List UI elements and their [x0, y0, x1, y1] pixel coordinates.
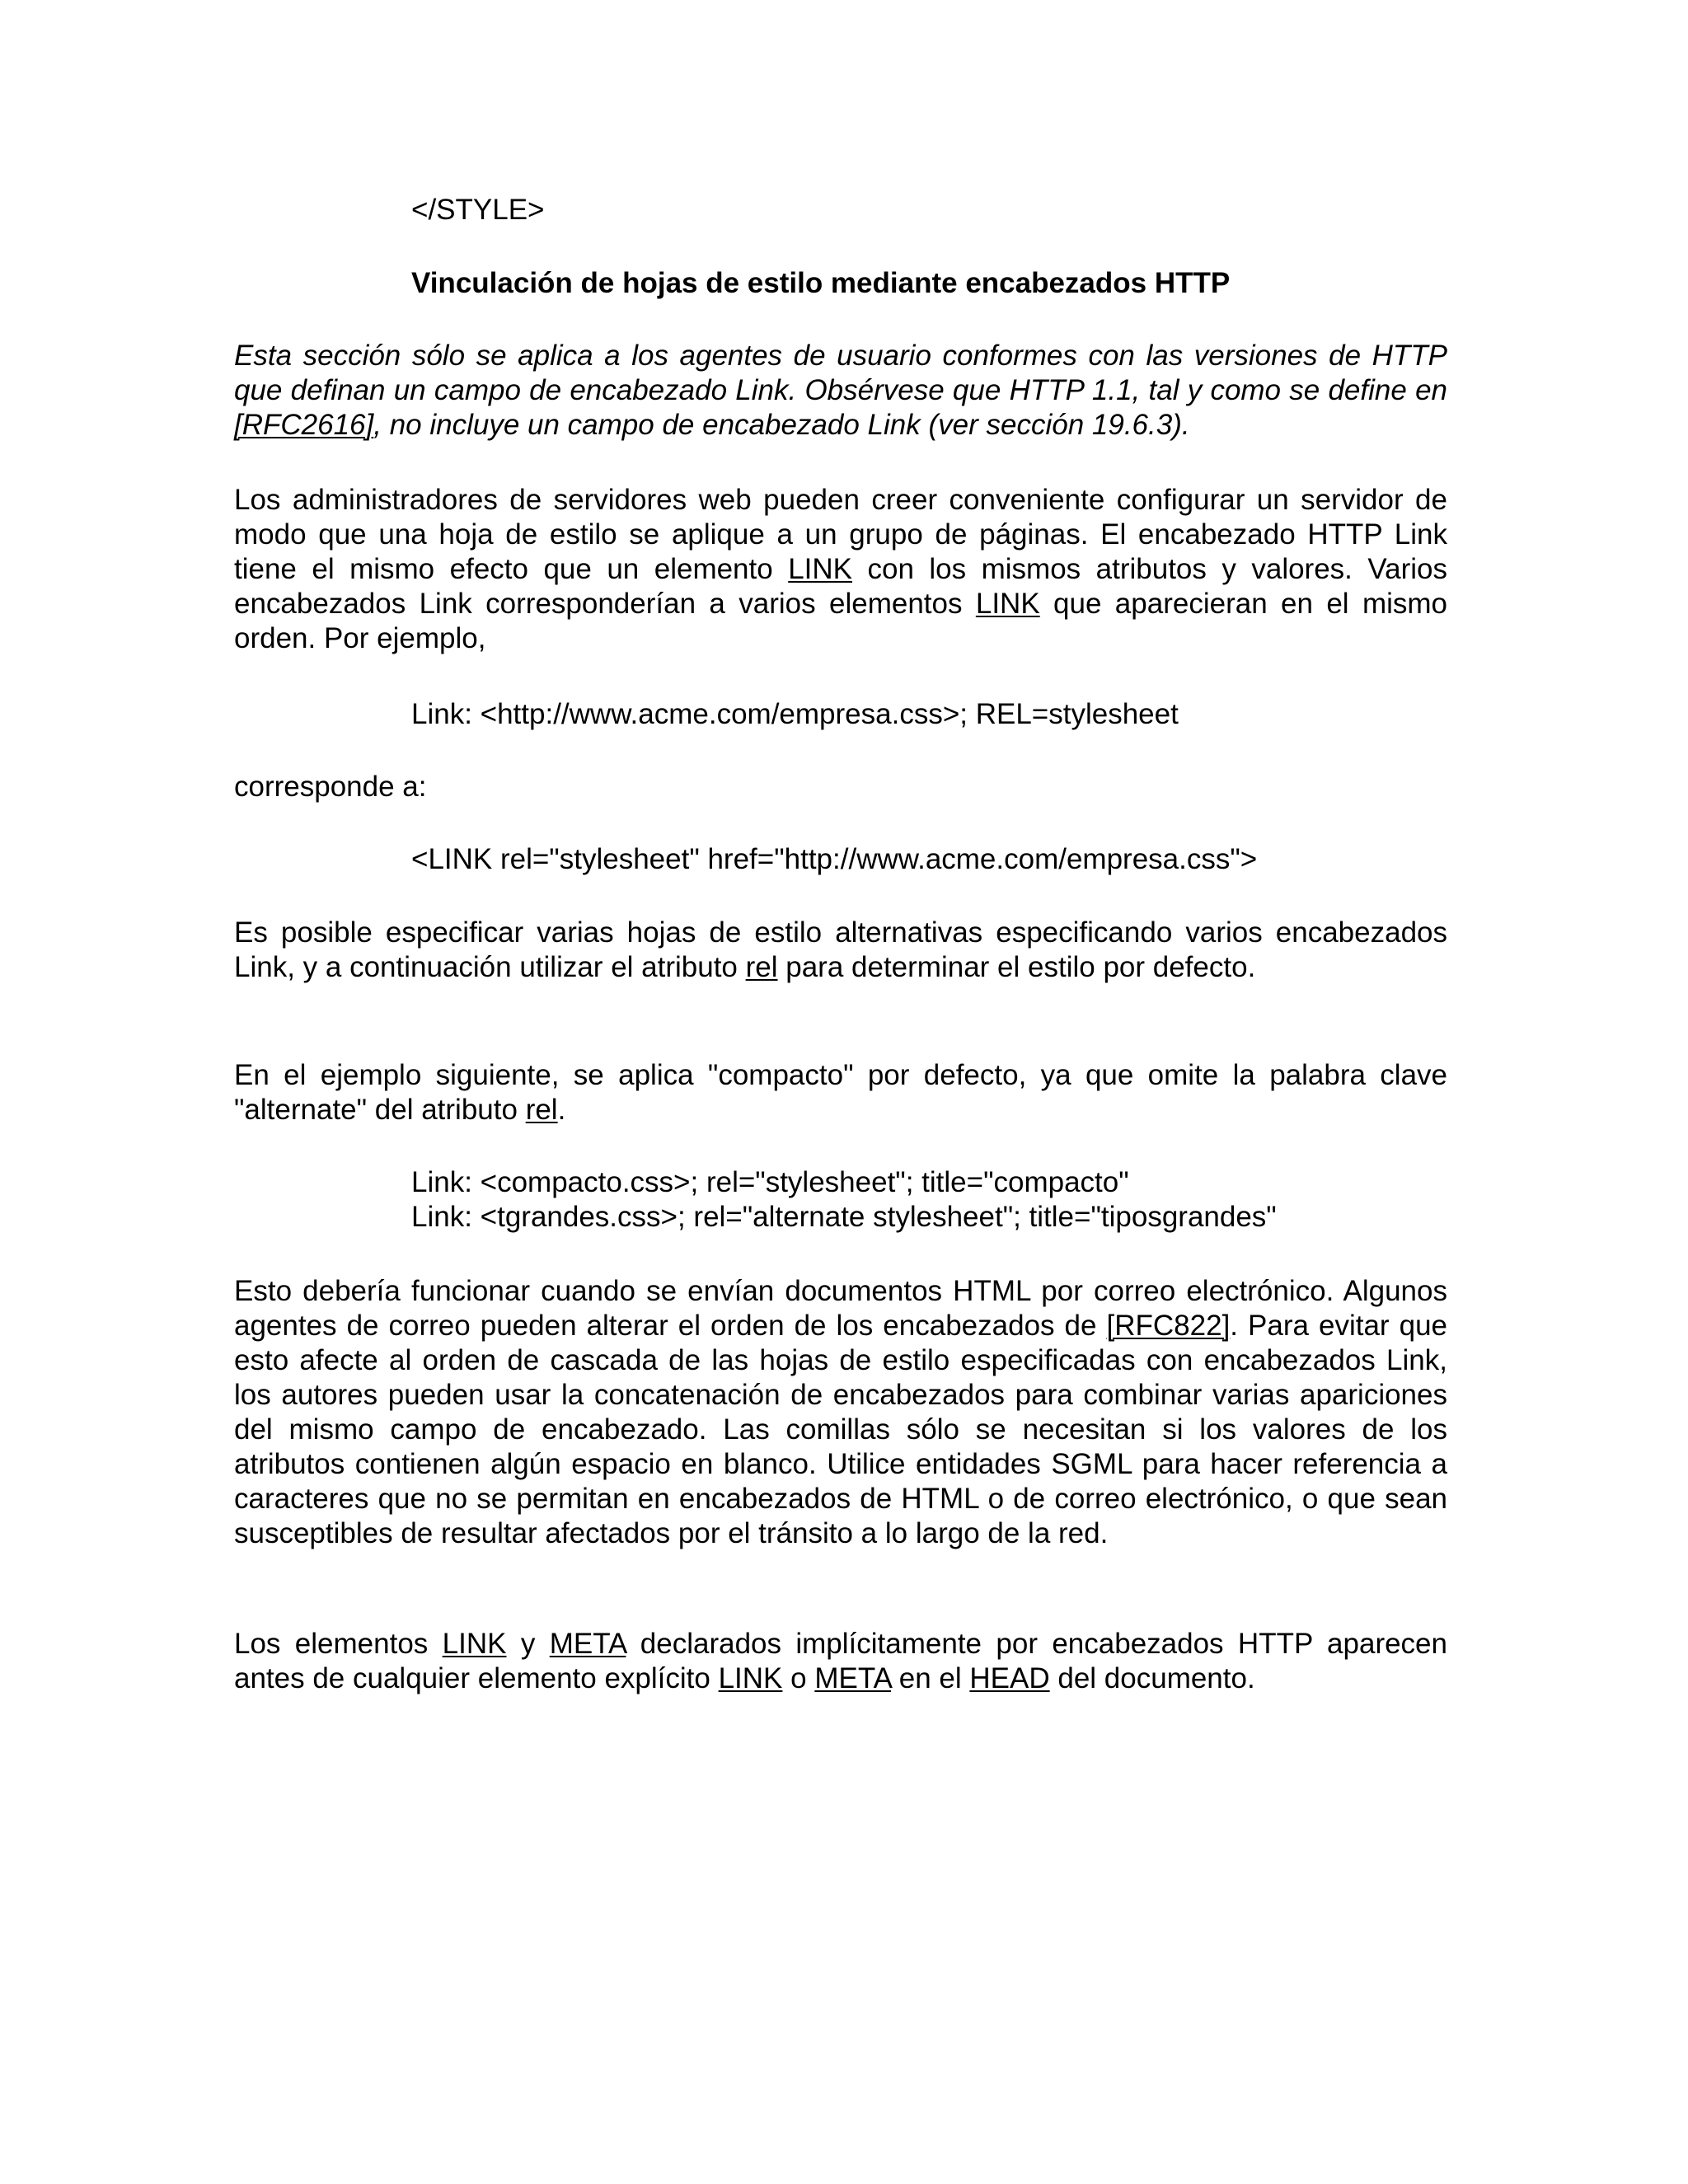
intro-paragraph — [234, 339, 1447, 443]
example-paragraph — [234, 1058, 1447, 1127]
implicit-text-6: del documento. — [1049, 1662, 1255, 1694]
alternatives-text-2: para determinar el estilo por defecto. — [777, 951, 1256, 983]
implicit-text-5: en el — [891, 1662, 970, 1694]
admin-text-1: Los administradores de servidores web pueden creer conveniente configurar un servidor de modo que una hoja de estilo se aplique a un grupo de páginas. El encabezado HTTP Link tiene el mismo efecto que un elemento — [234, 484, 1447, 585]
admin-paragraph — [234, 483, 1447, 656]
corresponds-label: corresponde a: — [234, 771, 427, 803]
alternatives-text-1: Es posible especificar varias hojas de estilo alternativas especificando varios encabezados Link, y a continuación utilizar el atributo — [234, 916, 1447, 983]
code-example-2: <LINK rel="stylesheet" href="http://www.acme.com/empresa.css"> — [411, 843, 1258, 875]
alternatives-paragraph — [234, 916, 1447, 985]
code-example-3 — [411, 1165, 1447, 1235]
style-close-tag: </STYLE> — [411, 194, 545, 226]
code-line-1: Link: <compacto.css>; rel="stylesheet"; title="compacto" — [411, 1166, 1129, 1198]
example-text-2: . — [557, 1094, 566, 1126]
link-element-link[interactable]: LINK — [975, 588, 1040, 620]
email-text-2: . Para evitar que esto afecte al orden de cascada de las hojas de estilo especificadas con encabezados Link, los autores pueden usar la concatenación de encabezados para combinar varias apariciones del mismo campo de encabezado. Las comillas sólo se necesitan si los valores de los atributos contienen algún espacio en blanco. Utilice entidades SGML para hacer referencia a caracteres que no se permitan en encabezados de HTML o de correo electrónico, o que sean susceptibles de resultar afectados por el tránsito a lo largo de la red. — [234, 1310, 1447, 1549]
admin-text-3: que aparecieran en el mismo orden. Por ejemplo, — [234, 588, 1447, 654]
link-element-link[interactable]: LINK — [718, 1662, 783, 1694]
email-paragraph — [234, 1274, 1447, 1551]
admin-text-2: con los mismos atributos y valores. Varios encabezados Link corresponderían a varios elementos — [234, 553, 1447, 620]
rel-attribute-link[interactable]: rel — [525, 1094, 558, 1126]
intro-text-1: Esta sección sólo se aplica a los agentes de usuario conformes con las versiones de HTTP que definan un campo de encabezado Link. Obsérvese que HTTP 1.1, tal y como se define en — [234, 340, 1447, 406]
meta-element-link[interactable]: META — [549, 1628, 626, 1660]
section-heading: Vinculación de hojas de estilo mediante encabezados HTTP — [411, 267, 1231, 299]
rel-attribute-link[interactable]: rel — [745, 951, 778, 983]
rfc822-link[interactable]: [RFC822] — [1106, 1310, 1231, 1342]
implicit-text-2: y — [506, 1628, 550, 1660]
example-text-1: En el ejemplo siguiente, se aplica "compacto" por defecto, ya que omite la palabra clave "alternate" del atributo — [234, 1059, 1447, 1126]
code-example-1: Link: <http://www.acme.com/empresa.css>; REL=stylesheet — [411, 698, 1179, 730]
code-line-2: Link: <tgrandes.css>; rel="alternate stylesheet"; title="tiposgrandes" — [411, 1201, 1277, 1233]
rfc2616-link[interactable]: [RFC2616] — [234, 409, 374, 441]
implicit-text-4: o — [782, 1662, 815, 1694]
link-element-link[interactable]: LINK — [788, 553, 853, 585]
meta-element-link[interactable]: META — [814, 1662, 892, 1694]
head-element-link[interactable]: HEAD — [969, 1662, 1050, 1694]
intro-text-2: , no incluye un campo de encabezado Link (ver sección 19.6.3). — [373, 409, 1190, 441]
link-element-link[interactable]: LINK — [442, 1628, 507, 1660]
implicit-text-1: Los elementos — [234, 1628, 443, 1660]
implicit-text-3: declarados implícitamente por encabezados HTTP aparecen antes de cualquier elemento explícito — [234, 1628, 1447, 1694]
email-text-1: Esto debería funcionar cuando se envían documentos HTML por correo electrónico. Algunos agentes de correo pueden alterar el orden de los encabezados de — [234, 1275, 1447, 1342]
implicit-elements-paragraph — [234, 1627, 1447, 1696]
